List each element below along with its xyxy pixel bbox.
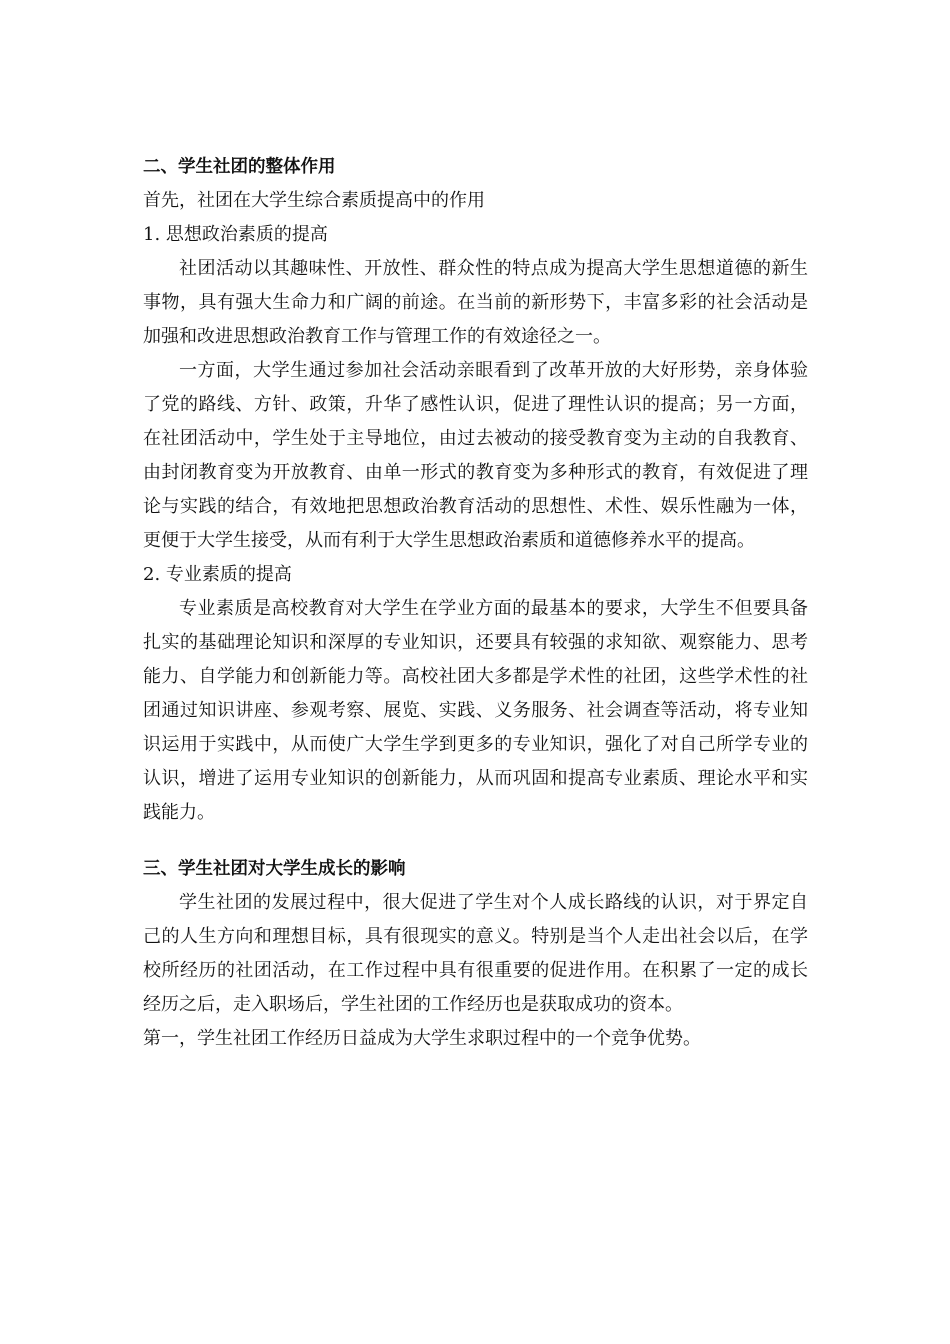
body-paragraph: 一方面，大学生通过参加社会活动亲眼看到了改革开放的大好形势，亲身体验了党的路线、方针、政策，升华了感性认识，促进了理性认识的提高；另一方面，在社团活动中，学生处于主导地位，由过去被动的接受教育变为主动的自我教育、由封闭教育变为开放教育、由单一形式的教育变为多种形式的教育，有效促进了理论与实践的结合，有效地把思想政治教育活动的思想性、术性、娱乐性融为一体，更便于大学生接受，从而有利于大学生思想政治素质和道德修养水平的提高。 xyxy=(143,360,808,551)
section-spacer xyxy=(143,830,808,852)
point-line: 第一，学生社团工作经历日益成为大学生求职过程中的一个竞争优势。 xyxy=(143,1028,701,1049)
section-heading: 三、学生社团对大学生成长的影响 xyxy=(143,859,406,879)
subsection-title: 2. 专业素质的提高 xyxy=(143,564,292,585)
document-page xyxy=(143,150,808,1056)
section-intro: 首先，社团在大学生综合素质提高中的作用 xyxy=(143,190,485,211)
body-paragraph: 社团活动以其趣味性、开放性、群众性的特点成为提高大学生思想道德的新生事物，具有强大生命力和广阔的前途。在当前的新形势下，丰富多彩的社会活动是加强和改进思想政治教育工作与管理工作的有效途径之一。 xyxy=(143,258,808,347)
section-heading: 二、学生社团的整体作用 xyxy=(143,157,336,177)
subsection-title: 1. 思想政治素质的提高 xyxy=(143,224,328,245)
body-paragraph: 专业素质是高校教育对大学生在学业方面的最基本的要求，大学生不但要具备扎实的基础理论知识和深厚的专业知识，还要具有较强的求知欲、观察能力、思考能力、自学能力和创新能力等。高校社团大多都是学术性的社团，这些学术性的社团通过知识讲座、参观考察、展览、实践、义务服务、社会调查等活动，将专业知识运用于实践中，从而使广大学生学到更多的专业知识，强化了对自己所学专业的认识，增进了运用专业知识的创新能力，从而巩固和提高专业素质、理论水平和实践能力。 xyxy=(143,598,808,823)
body-paragraph: 学生社团的发展过程中，很大促进了学生对个人成长路线的认识，对于界定自己的人生方向和理想目标，具有很现实的意义。特别是当个人走出社会以后，在学校所经历的社团活动，在工作过程中具有很重要的促进作用。在积累了一定的成长经历之后，走入职场后，学生社团的工作经历也是获取成功的资本。 xyxy=(143,892,808,1015)
